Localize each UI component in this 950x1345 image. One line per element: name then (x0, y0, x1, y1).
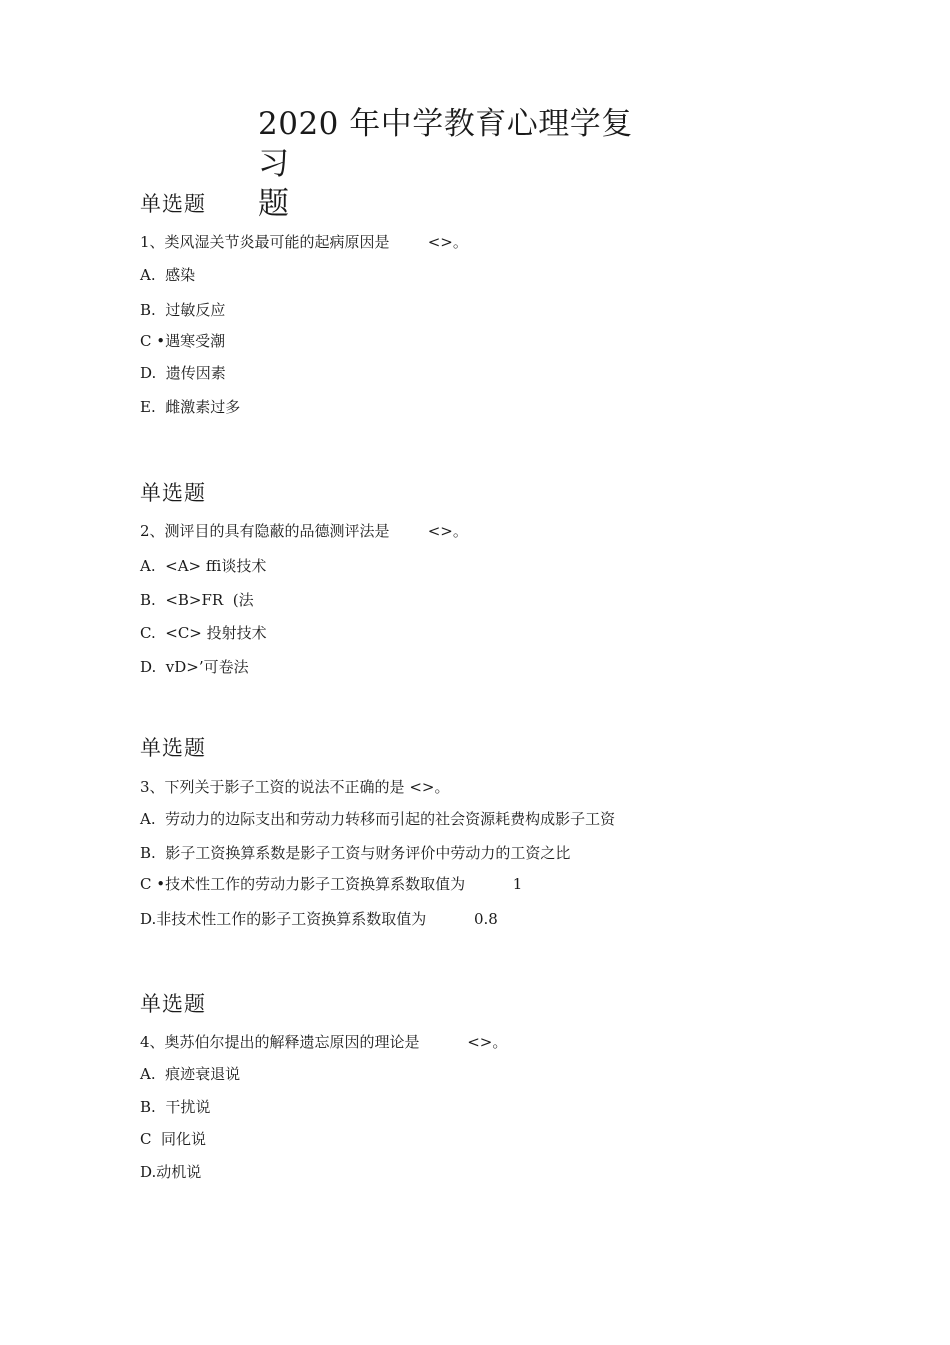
option-c: C •技术性工作的劳动力影子工资换算系数取值为 1 (140, 875, 523, 893)
option-d: D. 遗传因素 (140, 364, 226, 382)
option-b: B. 过敏反应 (140, 301, 226, 319)
option-e: E. 雌激素过多 (140, 398, 241, 416)
option-a: A. 痕迹衰退说 (140, 1065, 241, 1083)
option-a: A. 劳动力的边际支出和劳动力转移而引起的社会资源耗费构成影子工资 (140, 810, 616, 828)
title-line-2: 题 (258, 186, 290, 222)
question-text: 1、类风湿关节炎最可能的起病原因是 <>。 (140, 233, 468, 251)
option-b: B. 影子工资换算系数是影子工资与财务评价中劳动力的工资之比 (140, 844, 571, 862)
question-section-2 (140, 479, 840, 679)
option-b: B. <B>FR (法 (140, 591, 254, 609)
option-d: D.动机说 (140, 1163, 202, 1181)
section-heading: 单选题 (140, 481, 206, 505)
option-d: D.非技术性工作的影子工资换算系数取值为 0.8 (140, 910, 498, 928)
option-d: D. vD>’可卷法 (140, 658, 249, 676)
option-c: C •遇寒受潮 (140, 332, 226, 350)
option-a: A. <A> ffi谈技术 (140, 557, 267, 575)
option-a: A. 感染 (140, 266, 196, 284)
section-heading: 单选题 (140, 992, 206, 1016)
option-b: B. 干扰说 (140, 1098, 211, 1116)
question-section-1 (140, 190, 840, 430)
question-section-4 (140, 990, 840, 1190)
title-line-1: 2020 年中学教育心理学复习 (258, 106, 633, 182)
option-c: C. <C> 投射技术 (140, 624, 267, 642)
question-text: 3、下列关于影子工资的说法不正确的是 <>。 (140, 778, 450, 796)
section-heading: 单选题 (140, 192, 206, 216)
section-heading: 单选题 (140, 736, 206, 760)
question-text: 2、测评目的具有隐蔽的品德测评法是 <>。 (140, 522, 468, 540)
option-c: C 同化说 (140, 1130, 207, 1148)
question-text: 4、奥苏伯尔提出的解释遗忘原因的理论是 <>。 (140, 1033, 508, 1051)
question-section-3 (140, 734, 840, 934)
